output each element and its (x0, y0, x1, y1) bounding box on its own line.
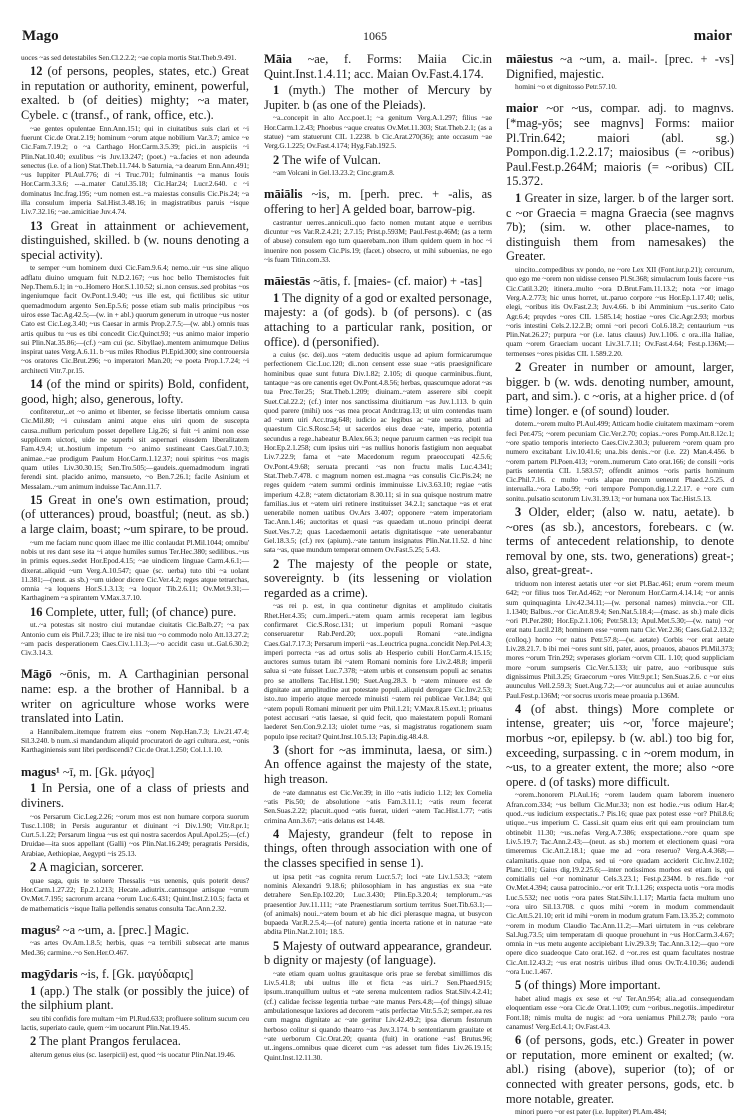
sense-number: 2 (30, 1034, 37, 1049)
citations: castrantur uerres..anniculi..quo facto nomen mutant atque e uerribus dicuntur ~es Var.R.2.4.21; 2.7.15; Prist.p.593M; Paul.Fest.p.46M; (as a term of abuse) consulem ego tum quaerebam..non illum quidem quem in hoc ~i inuenire non possem Cic.Pis.19; (facet.) obsecro, ut mihi subuenias, ne ego ~is fuam Titin.com.33. (264, 217, 492, 264)
sense-definition: 12 (of persons, peoples, states, etc.) Great in reputation or authority, eminent, powerful, exalted. b (of deities) mighty; ~a mater, Cybele. c (transf., of rank, office, etc.). (21, 64, 249, 123)
sense-number: 15 (30, 492, 43, 507)
citations: triduom non interest aetatis uter ~or siet Pl.Bac.461; erum ~orem meum 642; ~or filius tuos Ter.Ad.462; ~or Neronum Hor.Carm.4.14.14; ~or annis sum quinquaginta Liv.42.34.11;—(w. personal names) minvcia..~or CIL 1.1340; Balbus..~or Cic.Att.8.9.4; Sen.Nat.5.18.4;—(masc. as sb.) male dicis ~ori Pl.Per.280; Hor.Ep.2.1.106; Petr.58.13; Apul.Met.5.30;—(w. natu) ~or erat natu Lucil.218; hominem esse ~orem natu Cic.Ver.2.36; Caes.Gal.2.13.2; (colloq.) homo ~or natus Petr.57.8;—(w. aetate) Corbis ~or erat aetate Liv.28.21.7. b ibi mei ~ores sunt siti, pater, auos, proauos, abauos Pl.Mil.373; mores ~orum Trin.292; svperases gloriam ~orvm CIL 1.10; quod suppliciam more ~orum sumpseris Cic.Ver.5.133; uir patre, auo ~oribusque suis dignissimus Phil.3.25; Graecorum ~ores Vitr.9.pr.1; Sen.Suas.2.6. c ~or eius auunculus Vell.2.59.3; Suet.Aug.7.2;—~or auunculus aui et auiae auunculus Paul.Fest.p.136M; ~or socrus uxoris meae proauia p.136M. (506, 579, 734, 700)
column-right (506, 52, 734, 1118)
lemma-text: ~a ~um, a. [prec.] Magic. (62, 922, 190, 937)
citations: ~os Persarum Cic.Leg.2.26; ~orum mos est non humare corpora suorum Tusc.1.108; in Persis augurantur et diuinant ~i Div.1.90; Vitr.8.pr.1; Curt.5.1.22; Persarum lingua ~us est qui nostra sacerdos Apul.Apol.25;—(cf.) Druidae—ita suos appellant (Galli) ~os Plin.Nat.16.249; peragratis Persidis, Arabiae, Aethiopiae, Aegypti ~is 25.13. (21, 811, 249, 858)
lemma-text: ~ī, m. [Gk. μάγος] (62, 764, 155, 779)
sense-number: 1 (30, 781, 37, 796)
citations: seu tibi confidis fore multam ~im Pl.Rud.633; profluere solitum sucum ceu lactis, superiato caule, quem ~im uocarunt Plin.Nat.19.45. (21, 1013, 249, 1033)
column-left (21, 52, 249, 1061)
sense-definition: 1 (app.) The stalk (or possibly the juice) of the silphium plant. (21, 983, 249, 1013)
sense-definition: 6 (of persons, gods, etc.) Greater in power or reputation, more eminent or exalted; (w. abl.) rising (above), superior (to); of or connected with greater persons, gods, etc. b more notable, greater. (506, 1033, 734, 1106)
citations: ~a..concepit in alto Acc.poet.1; ~a genitum Verg.A.1.297; filius ~ae Hor.Carm.1.2.43; Phoebus ~aque creatus Ov.Met.11.303; Stat.Theb.2.1; (as a statue) ~am statuerunt CIL 1.2238. b Cic.Arat.270(36); ante occasum ~ae Verg.G.1.225; Ov.Fast.4.174; Hyg.Fab.192.5. (264, 113, 492, 151)
sense-number: 16 (30, 604, 43, 619)
sense-definition: 1 Greater in size, larger. b of the larger sort. c ~or Graecia = magna Graecia (see magnvs 7b); (sim. w. other place-names, to distinguish them from namesakes) the Greater. (506, 191, 734, 264)
citations: de ~ate damnatus est Cic.Ver.39; in illo ~atis iudicio 1.12; lex Cornelia ~atis Pis.50; de absolutione ~atis Fam.3.11.1; ~atis reum fecerat Sen.Suas.2.22; placuit..quod ~atis fuerat, uideri ~atem Tac.Hist.1.77; ~atis crimina Ann.3.67; ~atis delatus est 14.48. (264, 787, 492, 825)
sense-definition: 5 (of things) More important. (515, 978, 661, 993)
entry-lemma (506, 52, 734, 81)
headword: maior (506, 101, 539, 116)
lemma-text: ~is, f. [Gk. μαγύδαρις] (80, 966, 194, 981)
sense-number: 1 (273, 290, 280, 305)
headword: māiālis (264, 187, 303, 202)
citations: ut..~a potestas sit nostro ciui mutandae ciuitatis Cic.Balb.27; ~a pax Antonio cum eis Phil.7.23; illuc te ire nisi tuo ~o commodo nolo Att.13.27.2; ~am pacis desperationem Caes.Civ.1.11.3;—~o accidit casu ut..Gal.6.30.2; Civ.3.14.3. (21, 620, 249, 658)
entry-lemma (21, 765, 249, 780)
sense-definition: 3 Older, elder; (also w. natu, aetate). b ~ores (as sb.), ancestors, forebears. c (w. terms of antecedent relationship, to denote removal by one, sts. two, generations) great-; also, great-great-. (506, 505, 734, 578)
entry-lemma (21, 967, 249, 982)
citations: ~as rei p. est, in qua continetur dignitas et amplitudo ciuitatis Rhet.Her.4.35; cum..imperi..~atem quam armis receperat iam legibus confirmaret Cic.S.Rosc.131; ut imperium populi Romani ~asque conseruaretur Rab.Perd.20; uox..populi Romani ~ate..indigna Caes.Gal.7.17.3; Persarum imperii ~as..Leuctrica pugna..concidit Nep.Pel.4.3; imperi porrecta ~as ad ortus solis ab Hesperio cubili Hor.Carm.4.15.15; auctores sumus tutam ibi ~atem Romani nominis fore Liv.2.48.8; imperii salua si ~ate fuisset Luc.7.378; ~atem urbis et consensum populi ac senatus pro se attollens Tac.Hist.1.90; Suet.Aug.28.3. b ~atem minuere est de dignitate aut amplitudine aut potestate populi..aliquid derogare Cic.Inv.2.53; isto..tuo imperio atque mercede minuisti ~atem rei publicae Ver.1.84; qui ~atem populi Romani minuerit per uim Phil.1.21; V.Max.8.15.ext.1; priuatus potest accusari ~atis laesae, si quid fecit, quo maiestatem populi Romani laederet Sen.Con.9.2.13; uiolet turne ~as, si magistratus rogationem suam populo ipse recitat? Quint.Inst.10.5.13; Papin.dig.48.4.8. (264, 601, 492, 741)
sense-definition: 2 A magician, sorcerer. (30, 860, 144, 875)
citations: a Hannibalem..itemque fratrem eius ~onem Nep.Han.7.3; Liv.21.47.4; Sil.3.240. b num..si mandandum aliquid procuratori de agri cultura..est, ~onis Karthaginiensis sunt libri perdiscendi? Cic.de Orat.1.250; Col.1.1.10. (21, 726, 249, 755)
citations: uincito..compedibus xv pondo, ne ~ore Lex XII (Font.iur.p.21); cercurum, quo ego me ~orem non uidisse censeo Pl.St.368; simulacrum Iouis facere ~us Cic.Catil.3.20; itinera..multo ~ora D.Brut.Fam.11.13.2; nota ~or imago Verg.A.2.773; hic unus horret, ut..paruo corpore ~us Hor.Ep.1.17.40; uelis, elegi, ~oribus itis Ov.Fast.2.3; Juv.4.66. b ibi Amminium ~us..serito Cato Agr.6.4; prqvdes ~ores CIL 1.585.14; hostiae ~ores Cic.Agr.2.93; morbus ~oris intestini Cels.2.12.2.B; omni ~ori pecori Col.6.18.2; centaurium ~us Plin.Nat.26.27; purpura ~or (i.e. latus clauus) Juv.1.106. c ora..illa Italiae, quam ~orem Graeciam uocant Liv.31.7.11; Ov.Fast.4.64; Fest.p.136M;—termenses ~ores pisidas CIL 1.589.2.20. (506, 265, 734, 358)
citations: a cuius (sc. dei)..uos ~atem deducitis usque ad apium formicarumque perfectionem Cic.Luc.120; di..non censent esse suae ~atis praesignificare hominibus quae sunt futura Div.1.82; 2.105; di quoque carminibus..fiunt, tantaque ~as ore canentis eget Ov.Pont.4.8.56; herbas, quascumque adorat ~as tua Prec.Ter.25; Stat.Theb.1.209; diuinam..~atem asserere sibi coepit Suet.Cal.22.2; (cf.) inter nos sanctissima diuitiarum ~as Juv.1.113. b quin quod parere (mihi) uos ~as mea procat Andr.trag.13; ut uim contendas tuam ad ~atem uiri Acc.trag.648; iudicio ac legibus ac ~ate uestra abuti ad quaestum Cic.S.Rosc.54; ut sacerdos eius deae ~ate, imperio, potentia secundus a rege..habeatur B.Alex.66.3; neque paruum carmen ~as recipit tua Hor.Ep.2.1.258; cum ipsius uiri ~as nullius honoris fastigium non aequabat Liv.7.22.9; fama et ~ate Macedonum regum praeoccupati 42.5.6; Ov.Pont.4.9.68; seruata precanti ~as non fructu malis Luc.4.341; Stat.Theb.7.478. c magnum nomen est..magna ~as consulis Cic.Pis.24; ne reges quidem ~atem summi ordinis imminuisse Liv.3.63.10; regiae ~atis imperium 4.2.8; ~atem dictatoriam 8.30.11; si in sua quisque nostrum matre familias..ius et ~atem uiri retinere instituisset 34.2.1; sanctaque ~as et erat uenerabile nomen uatibus Ov.Ars 3.407; opponere ~atem imperatoriam Tac.Ann.1.46; auctoritas et quasi ~as quaedam ut..nouo principi deerat Suet.Ves.7.2; quas Lacedaemonii aetatis dignitatisque ~ate uenerabantur Gel.18.3.5; (cf.) rex (apium)..~ate tantum insignatus Plin.Nat.11.52. d hinc sata ~as, quae mundum temperat omnem Ov.Fast.5.25; 5.43. (264, 350, 492, 555)
entry-lemma (264, 274, 492, 289)
sense-number: 14 (30, 376, 43, 391)
citations: te semper ~um hominem duxi Cic.Fam.9.6.4; nemo..uir ~us sine aliquo adflatu diuino umquam fuit N.D.2.167; ~us hoc bello Themistocles fuit Nep.Them.6.1; in ~o..Homero Hor.S.1.10.52; si..non census..sed probitas ~os ingeniumque facit Ov.Pont.1.9.40; ~us ille est, qui fictilibus sic utitur quemadmodum argento Sen.Ep.5.6; posse etiam sub malis principibus ~os uiros esse Tac.Ag.42.5;—(w. in + abl.) quorum generum in utroque ~us noster Cato est Cic.Leg.3.40; ~us Caesar in armis Prop.2.7.5;—(w. abl.) omnis tuas artis quibus tu ~us es tibi concedit Cic.Quinct.93; ~us animo maior imperio sui Plin.Nat.35.86;—(cf.) ~am cui (sc. Sibyllae)..mentem animumque Delius inspirat uates Verg.A.6.11. b ~us miles Rhodius Pl.Epid.300; sine controuersia ~os oratores Cic.Brut.296; ~o imperatori Man.20; ~e poeta Prop.1.7.24; ~i architecti Vitr.7.pr.15. (21, 263, 249, 375)
left-guide-word: Mago (22, 28, 59, 44)
lemma-text: ~a ~um, a. mail-. [prec. + -vs] Dignified, majestic. (506, 52, 734, 81)
entry-lemma (21, 923, 249, 938)
sense-definition: 2 The plant Prangos ferulacea. (30, 1034, 181, 1049)
lemma-text: ~or ~us, compar. adj. to magnvs. [*mag-yōs; see magnvs] Forms: maiior Pl.Trin.642; maiori (abl. sg.) Pompon.dig.1.2.2.17; maiosibus (= ~oribus) Paul.Fest.p.264M; maioris (= ~oribus) CIL 15.372. (506, 101, 734, 189)
citations: minori puero ~or est pater (i.e. Iuppiter) Pl.Am.484; (515, 1107, 667, 1117)
sense-definition: 3 (short for ~as imminuta, laesa, or sim.) An offence against the majesty of the state, high treason. (264, 742, 492, 787)
citations: alterum genus eius (sc. laserpicii) est, quod ~is uocatur Plin.Nat.19.46. (30, 1049, 236, 1059)
right-guide-word: maior (693, 28, 732, 44)
sense-number: 2 (515, 359, 522, 374)
sense-definition: 5 Majesty of outward appearance, grandeur. b dignity or majesty (of language). (264, 938, 492, 968)
sense-number: 1 (515, 191, 522, 206)
sense-definition: 4 (of abst. things) More complete or intense, greater; uis ~or, 'force majeure'; morbus ~or, epilepsy. b (w. abl.) too big for, exceeding, surpassing. c in ~orem modum, in ~us, to a greater extent, the more; also ~ore opere. d (of tasks) more difficult. (506, 701, 734, 789)
sense-definition: 1 In Persia, one of a class of priests and diviners. (21, 781, 249, 810)
headword: Māgō (21, 667, 52, 682)
entry-lemma (506, 101, 734, 189)
headword: magus² (21, 922, 60, 937)
sense-definition: 16 Complete, utter, full; (of chance) pure. (30, 604, 237, 619)
lemma-text: ~ae, f. Forms: Maiia Cic.in Quint.Inst.1.4.11; acc. Maian Ov.Fast.4.174. (264, 52, 492, 81)
sense-definition: 1 The dignity of a god or exalted personage, majesty: a (of gods). b (of persons). c (as attaching to a particular rank, position, or office). d (personified). (264, 290, 492, 349)
sense-number: 2 (273, 152, 280, 167)
sense-number: 3 (273, 742, 280, 757)
sense-number: 1 (30, 983, 37, 998)
sense-number: 12 (30, 64, 43, 79)
citations: homini ~o et dignitosso Petr.57.10. (515, 82, 617, 92)
sense-definition: 14 (of the mind or spirits) Bold, confident, good, high; also, generous, lofty. (21, 376, 249, 406)
lemma-text: ~ōnis, m. A Carthaginian personal name: esp. a the brother of Hannibal. b a writer on agriculture whose works were translated into Latin. (21, 667, 249, 726)
citations: quae saga, quis te soluere Thessalis ~us uenenis, quis poterit deus? Hor.Carm.1.27.22; Ep.2.1.213; Hecate..adiutrix..cantusque artisque ~orum Ov.Met.7.195; sacrorum arcana ~orum Luc.6.431; Quint.Inst.2.10.5; facta et de mathematicis ~isque Italia pellendis senatus consulta Tac.Ann.2.32. (21, 875, 249, 913)
sense-definition: 2 The wife of Vulcan. (273, 152, 381, 167)
entry-lemma (21, 667, 249, 725)
citations: ~as artes Ov.Am.1.8.5; herbis, quas ~a terribili subsecat arte manus Med.36; carmine..~o Sen.Her.O.467. (21, 938, 249, 957)
headword: Māia (264, 52, 292, 66)
sense-number: 5 (515, 978, 522, 993)
citations: uoces ~as sed detestabiles Sen.Cl.2.2.2; ~ae copia mortis Stat.Theb.9.491. (21, 53, 237, 62)
sense-definition: 15 Great in one's own estimation, proud; (of utterances) proud, boastful; (neut. as sb.) a large claim, boast; ~um spirare, to be proud. (21, 492, 249, 537)
sense-number: 2 (273, 556, 280, 571)
citations: ~orem..honorem Pl.Aul.16; ~orem laudem quam laborem inuenero Afran.com.334; ~us bellum Cic.Mur.33; non est hodie..~us odium Har.4; quod..~us iudicium exspectatis..? Pis.16; quae pax potest esse ~or? Phil.8.6; utique..~us imperium C. Cassi..sit quam eius erit qui eam prouinciam tum obtinebit 11.30; ~us..nefas Verg.A.7.386; exspectatione..~ore quam spe Liv.5.19.7; Tac.Ann.2.43;—(neut. as sb.) mortem et electionem quasi ~ora timeremus Cic.Att.2.18.1; quae me ad ~ora reseruo? Verg.A.4.368;—calamitatis..quae non culpa, sed ui ~ore quadam acciderit Cic.Inv.2.102; Planc.101; Gaius dig.19.2.25.6;—inter notissimos morbos est etiam is, qui comitialis uel ~or nominatur Cels.3.23.1; Fest.p.234M. b res..fide ~or Ov.Met.4.394; causa patrocinio..~or erit Tr.1.1.26; exspecta uotis ~ora modis Luc.5.532; nec uotis ~ora pates Stat.Silv.1.1.17; Martia facta multum uno ~ora uiro Sil.13.708. c quos mihi ~orem in modum commendauit Cic.Att.5.21.10; erit id mihi ~orem in modum gratum Fam.13.35.2; commoto ~orem in modum Claudio Tac.Ann.11.2;—Mari uirtutem in ~us celebrare Sal.Jug.73.5; uim temperatam di quoque prouehunt in ~us Hor.Carm.3.4.67; omnia in ~us metu augente accipiebant Liv.29.3.9; Tac.Ann.3.12;—quo ~ore opere dico suadeoque Cato orat.162. d ~or..res est quam facultates nostrae Cic.Att.12.43.2; ~us erat nostris uiribus illud onus Ov.Tr.4.10.36; audendi ~ora Luc.1.467. (506, 790, 734, 977)
citations: ~um me faciam nunc quom illaec me illic conlaudat Pl.Mil.1044; omnibu' nobis ut res dant sese ita ~i atque humiles sumus Ter.Hec.380; sedilibus..~us in primis eques..sedet Hor.Epod.4.15; ~ae uindicem linguae Carm.4.6.1;—dixerat..aliquid ~um Verg.A.10.547; quae (sc. uerba) tuto tibi ~a uolant 11.381;—(neut. as sb.) ~um uideor dicere Cic.Ver.4.2; reges atque tetrarchas, omnia ~a loquens Hor.S.1.3.13; ~a loquor Tib.2.6.11; Ov.Met.9.31;—Karthaginem ~a spirantem V.Max.3.7.10. (21, 537, 249, 603)
sense-number: 3 (515, 505, 522, 520)
sense-definition: 2 Greater in number or amount, larger, bigger. b (w. wds. denoting number, amount, part, and sim.). c ~oris, at a higher price. d (of time) longer. e (of sound) louder. (506, 359, 734, 418)
sense-number: 13 (30, 218, 43, 233)
column-middle (264, 52, 492, 1064)
citations: ~ate etiam quam uoltus grauitasque oris prae se ferebat simillimos dis Liv.5.41.8; ubi uultus ille et ficta ~as uiri..? Sen.Phaed.915; ipsum..tranquillum uultus et ~ate serena mulcentem radios Stat.Silv.4.2.41; (cf.) calidae fecisse legentia turbae ~ate manus Pers.4.8;—(of things) siluae ambulationesque laxiores ad decorem ~atis perfectae Vitr.5.5.2; semper..ea res cum magna dignitate ac ~ate geritur Liv.42.49.2; ipsa dierum festorum herboso colitur si quando theatro ~as Juv.3.174. b sententiarum grauitate et ~ate uerborum Cic.Orat.20; quanta (fuit) in oratione ~as! Brutus.96; ut..ingens..omnibus quae diceret cum ~as adesset tum fides Liv.26.19.15; Quint.Inst.12.11.30. (264, 968, 492, 1062)
sense-definition: 2 The majesty of the people or state, sovereignty. b (its lessening or violation regarded as a crime). (264, 556, 492, 600)
lemma-text: ~ātis, f. [maies- (cf. maior) + -tas] (313, 274, 483, 289)
citations: dotem..~orem multo Pl.Aul.499; Atticam hodie ciuitatem maximam ~orem feci Per.475; ~orem pecuniam Cic.Ver.2.70; copias..~ores Pomp.Att.8.12c.1; ~ore spatio temporis interiecto Caes.Civ.2.30.3; puluerem ~orem quam pro numero excitabant Liv.10.41.6; una..bis denis..~or (i.e. 22) Man.4.456. b ~orem partem Pl.Poen.413; ~orem..numerum Cato orat.166; de consili ~oris partis sententia CIL 1.583.57; offendit animos ~oris partis hominum Cic.Phil.7.16. c multo ~oris alapae mecum ueneunt Phaed.2.5.25. d interualla..~ora Labo.99; ~ori tempore Pompon.dig.1.2.2.17. e ~ore cum sonitu..pulsatio scutorum Liv.31.39.13; ~or humana uox Tac.Hist.5.13. (506, 419, 734, 503)
sense-number: 2 (30, 860, 37, 875)
entry-lemma (264, 52, 492, 81)
headword: māiestus (506, 52, 553, 66)
citations: ~am Volcani in Gel.13.23.2; Cinc.gram.8. (273, 168, 395, 178)
page-number: 1065 (363, 29, 387, 43)
sense-number: 4 (515, 701, 522, 716)
lemma-text: ~is, m. [perh. prec. + -alis, as offering to her] A gelded boar, barrow-pig. (264, 187, 492, 217)
headword: magȳdaris (21, 966, 78, 981)
headword: magus¹ (21, 764, 60, 779)
sense-definition: 4 Majesty, grandeur (felt to repose in things, often through association with one of the classes specified in sense 1). (264, 826, 492, 871)
sense-number: 4 (273, 826, 280, 841)
sense-number: 5 (273, 938, 280, 953)
citations: ut ipsa petit ~as cognita rerum Lucr.5.7; loci ~ate Liv.1.53.3; ~atem nominis Alexandri 9.18.6; philosophiam in has angustias ex sua ~ate detrahere Sen.Ep.102.20; Luc.3.430; Plin.Ep.3.20.4; templorum..~as praesentior Juv.11.111; ~ate Praenestiarum sortium territus Suet.Tib.63.1;—(of animals) noui..~atem boum et ab hic dici plerasque magna, ut busycon bupaeda Var.R.2.5.4;—(of nature) gentia incerta ratione et in naturae ~ate abdita Plin.Nat.2.101; 18.5. (264, 871, 492, 937)
headword: māiestās (264, 274, 311, 289)
sense-number: 6 (515, 1033, 522, 1048)
sense-number: 1 (273, 83, 280, 98)
citations: confiteretur,..et ~o animo et libenter, se fecisse libertatis omnium causa Cic.Mil.80; ~i cuiusdam animi atque eius uiri quom de suscepta causa..nullum periculum posset depellere Lig.26; si fuit ~i animi non esse supplicem uictori, uide ne superbi sit aspernari eiusdem liberalitatem Fam.4.9.4; ut..hostium impetum ~o animo sustineant Caes.Gal.7.10.3; animae..~ae prodigum Paulum Hor.Carm.1.12.37; noui spiritus ~os magis quam utiles Liv.30.30.15; Sen.Tro.505;—gaudeis..quemadmodum ingrati ferendi sint. placido animo, mansueto, ~o Ben.7.26.1; facile Asinium et Messalam..~um animum induisse Tac.Ann.11.7. (21, 407, 249, 491)
sense-definition: 13 Great in attainment or achievement, distinguished, skilled. b (w. nouns denoting a special activity). (21, 218, 249, 262)
entry-lemma (264, 187, 492, 216)
sense-definition: 1 (myth.) The mother of Mercury by Jupiter. b (as one of the Pleiads). (264, 83, 492, 112)
citations: ~ae gentes opulentae Enn.Ann.151; qui in ciuitatibus suis clari et ~i fuerunt Cic.de Orat.2.19; hominum ~orum atque nobilium Var.3.7; amice ~e Cic.Fam.7.19.2; o ~a Carthago Hor.Carm.3.5.39; pici..in auspiciis ~i Plin.Nat.10.40; exulibus ~is Juv.13.247; (poet.) ~a..facies et non adeunda senectus (i.e. of a lion) Stat.Theb.11.744. b Saturnia, ~a dearum Enn.Ann.491; ~us Iuppiter Pl.Aul.776; di ~i Truc.701; fulminantis ~a manus Iouis Hor.Carm.3.3.6; ---a..mater Catul.35.18; Cic.Har.24; Lucr.2.640. c ~i dominatus Inc.frag.195; ~um nomen est..~a maiestas consulis Cic.Pis.24; ~a illa consulum imperia Sal.Hist.3.48.16; in magistratibus paruis ~isque Liv.7.32.16; ~ae..amicitiae Juv.4.74. (21, 123, 249, 217)
citations: habet aliud magis ex sese et ~u' Ter.An.954; alia..ad consequendam eloquentiam esse ~ora Cic.de Orat.1.109; cum ~oribus..negotiis..impediretur Font.18; nimis multa de nugis: ad ~ora ueniamus Phil.2.78; paulo ~ora canamus! Verg.Ecl.4.1; Ov.Fast.4.3. (506, 993, 734, 1031)
